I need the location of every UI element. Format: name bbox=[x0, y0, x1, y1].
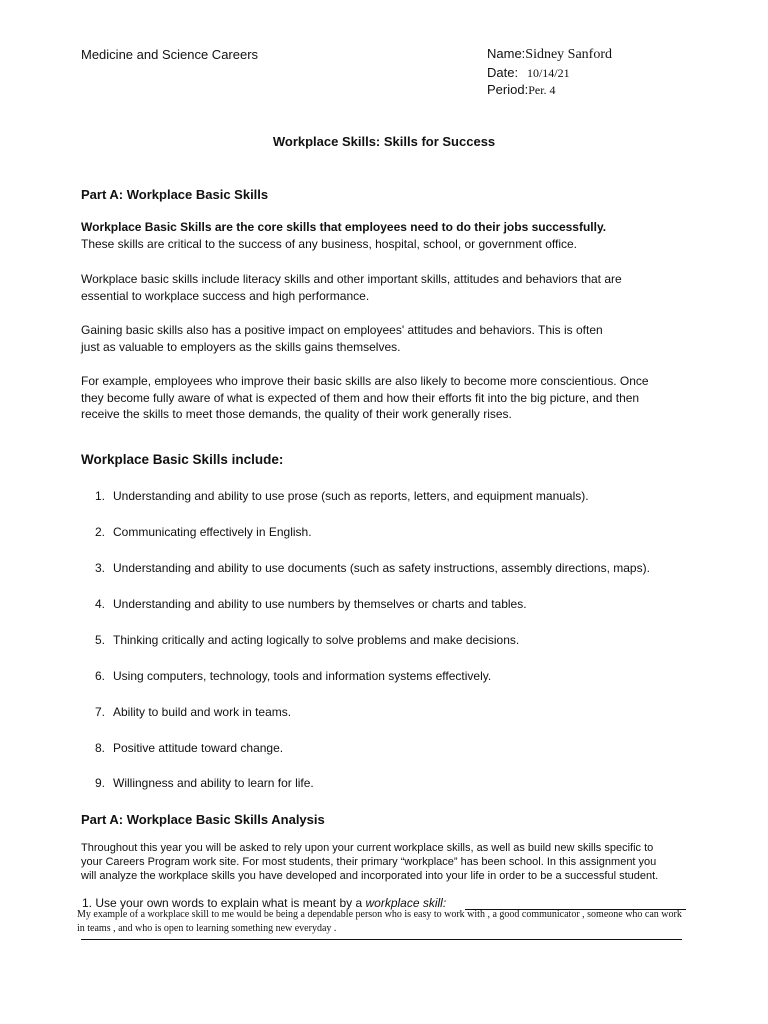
list-item-text: Understanding and ability to use numbers by themselves or charts and tables. bbox=[113, 597, 527, 611]
name-field bbox=[487, 45, 612, 63]
list-item-number: 9. bbox=[95, 776, 106, 790]
intro-bold-sentence: Workplace Basic Skills are the core skills that employees need to do their jobs successfully. bbox=[81, 220, 607, 234]
page-title: Workplace Skills: Skills for Success bbox=[272, 134, 496, 149]
course-title: Medicine and Science Careers bbox=[81, 47, 259, 62]
list-item-text: Using computers, technology, tools and information systems effectively. bbox=[113, 669, 492, 683]
list-item-text: Communicating effectively in English. bbox=[113, 525, 312, 539]
list-item-number: 5. bbox=[95, 633, 106, 647]
name-label: Name: bbox=[487, 46, 526, 61]
paragraph-line: they become fully aware of what is expected of them and how their efforts fit into the big picture, and then bbox=[81, 390, 640, 405]
list-item bbox=[95, 633, 519, 647]
paragraph-line: your Careers Program work site. For most students, their primary “workplace” has been school. In this assignment you bbox=[81, 856, 657, 869]
answer-line: My example of a workplace skill to me would be being a dependable person who is easy to work with , a good communicator , someone who can work bbox=[77, 909, 682, 920]
period-label: Period: bbox=[487, 82, 529, 97]
list-item-number: 7. bbox=[95, 705, 106, 719]
date-field bbox=[487, 64, 570, 82]
paragraph-line: Gaining basic skills also has a positive impact on employees' attitudes and behaviors. This is often bbox=[81, 323, 603, 337]
paragraph-line: essential to workplace success and high performance. bbox=[81, 288, 370, 303]
list-item-text: Ability to build and work in teams. bbox=[113, 705, 292, 719]
paragraph-2 bbox=[81, 271, 622, 304]
list-item-number: 1. bbox=[95, 489, 106, 503]
date-value: 10/14/21 bbox=[526, 66, 570, 80]
list-item-text: Understanding and ability to use prose (such as reports, letters, and equipment manuals). bbox=[113, 489, 589, 503]
name-value: Sidney Sanford bbox=[525, 47, 613, 62]
question-1-prompt: 1. Use your own words to explain what is meant by a bbox=[82, 896, 366, 910]
answer-line: in teams , and who is open to learning something new everyday . bbox=[77, 923, 337, 934]
list-item-number: 6. bbox=[95, 669, 106, 683]
paragraph-line: will analyze the workplace skills you have developed and incorporated into your life in order to be a successful student. bbox=[81, 870, 659, 883]
list-item-text: Willingness and ability to learn for life. bbox=[113, 776, 314, 790]
list-item-text: Thinking critically and acting logically to solve problems and make decisions. bbox=[113, 633, 520, 647]
list-item bbox=[95, 525, 312, 539]
list-item-text: Understanding and ability to use documents (such as safety instructions, assembly directions, maps). bbox=[113, 561, 650, 575]
list-item bbox=[95, 669, 491, 683]
analysis-heading: Part A: Workplace Basic Skills Analysis bbox=[81, 812, 325, 827]
period-field bbox=[487, 81, 556, 99]
paragraph-line: just as valuable to employers as the skills gains themselves. bbox=[81, 339, 401, 354]
list-item-number: 2. bbox=[95, 525, 106, 539]
skills-list-heading: Workplace Basic Skills include: bbox=[81, 452, 284, 467]
answer-underline bbox=[81, 939, 682, 940]
paragraph-line: For example, employees who improve their basic skills are also likely to become more conscientious. Once bbox=[81, 374, 649, 388]
intro-paragraph bbox=[81, 219, 606, 252]
part-a-heading: Part A: Workplace Basic Skills bbox=[81, 187, 269, 202]
list-item bbox=[95, 561, 650, 575]
list-item bbox=[95, 776, 314, 790]
paragraph-line: Workplace basic skills include literacy skills and other important skills, attitudes and behaviors that are bbox=[81, 272, 622, 286]
list-item bbox=[95, 741, 283, 755]
list-item-number: 8. bbox=[95, 741, 106, 755]
list-item bbox=[95, 705, 291, 719]
date-label: Date: bbox=[487, 65, 519, 80]
list-item bbox=[95, 597, 527, 611]
answer-text[interactable] bbox=[77, 908, 682, 936]
list-item-text: Positive attitude toward change. bbox=[113, 741, 284, 755]
intro-sentence: These skills are critical to the success of any business, hospital, school, or government office. bbox=[81, 236, 578, 251]
question-1-term: workplace skill: bbox=[365, 896, 447, 910]
paragraph-line: Throughout this year you will be asked to rely upon your current workplace skills, as well as build new skills specific to bbox=[81, 842, 654, 854]
period-value: Per. 4 bbox=[528, 83, 556, 97]
list-item bbox=[95, 489, 589, 503]
paragraph-3 bbox=[81, 322, 603, 355]
paragraph-line: receive the skills to meet those demands, the quality of their work generally rises. bbox=[81, 407, 512, 421]
list-item-number: 3. bbox=[95, 561, 106, 575]
list-item-number: 4. bbox=[95, 597, 106, 611]
paragraph-4 bbox=[81, 373, 649, 423]
analysis-paragraph bbox=[81, 841, 658, 884]
